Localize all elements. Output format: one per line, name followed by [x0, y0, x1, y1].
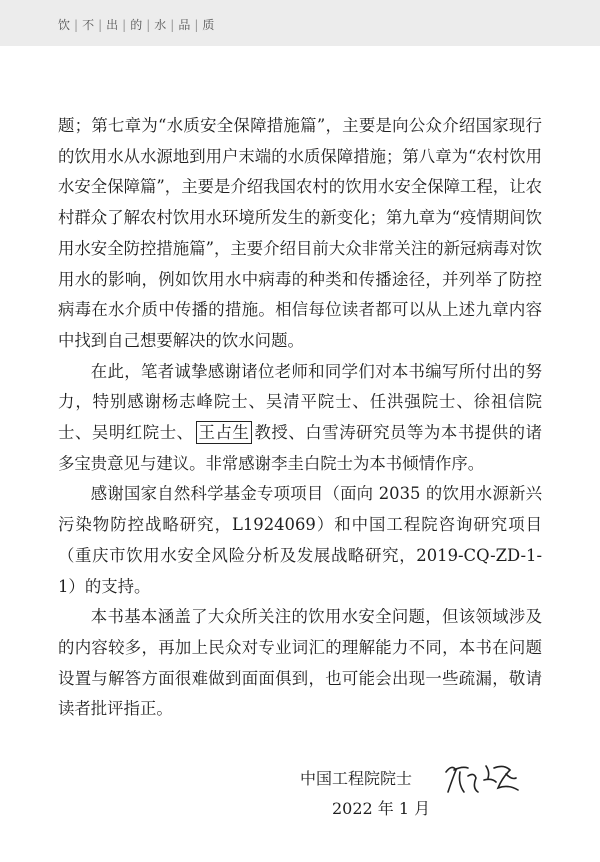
header-char: 水: [154, 18, 168, 32]
header-char: 不: [82, 18, 96, 32]
paragraph-acknowledgements: [58, 357, 542, 480]
preface-body: [58, 111, 542, 725]
header-char: 质: [202, 18, 216, 32]
running-header: [0, 0, 600, 46]
acknowledgements-text-continued: 教授、白雪涛研究员等为本书提供的诸多宝贵意见与建议。非常感谢李圭白院士为本书倾情作序。: [58, 423, 543, 473]
date: 2022 年 1 月: [332, 799, 431, 818]
boxed-name: 王占生: [196, 421, 253, 444]
header-char: 品: [178, 18, 192, 32]
book-title-header: 饮 | 不 | 出 | 的 | 水 | 品 | 质: [58, 18, 216, 32]
author-title: 中国工程院院士: [300, 769, 413, 788]
header-char: 饮: [58, 18, 72, 32]
paragraph-chapter-summary: 题；第七章为“水质安全保障措施篇”，主要是向公众介绍国家现行的饮用水从水源地到用户末端的水质保障措施；第八章为“农村饮用水安全保障篇”，主要是介绍我国农村的饮用水安全保障工程，让农村群众了解农村饮用水环境所发生的新变化；第九章为“疫情期间饮用水安全防控措施篇”，主要介绍目前大众非常关注的新冠病毒对饮用水的影响，例如饮用水中病毒的种类和传播途径，并列举了防控病毒在水介质中传播的措施。相信每位读者都可以从上述九章内容中找到自己想要解决的饮水问题。: [58, 116, 542, 350]
signature-block: [300, 758, 550, 828]
handwritten-signature: [438, 758, 528, 798]
header-char: 的: [130, 18, 144, 32]
header-char: 出: [106, 18, 120, 32]
paragraph-closing: 本书基本涵盖了大众所关注的饮用水安全问题，但该领域涉及的内容较多，再加上民众对专业词汇的理解能力不同，本书在问题设置与解答方面很难做到面面俱到，也可能会出现一些疏漏，敬请读者批评指正。: [58, 607, 542, 719]
paragraph-funding: 感谢国家自然科学基金专项项目（面向 2035 的饮用水源新兴污染物防控战略研究，L1924069）和中国工程院咨询研究项目（重庆市饮用水安全风险分析及发展战略研究，2019-CQ-ZD-1-1）的支持。: [58, 484, 542, 596]
acknowledgements-text: 在此，笔者诚挚感谢诸位老师和同学们对本书编写所付出的努力，特别感谢杨志峰院士、吴清平院士、任洪强院士、徐祖信院士、吴明红院士、: [58, 361, 542, 443]
